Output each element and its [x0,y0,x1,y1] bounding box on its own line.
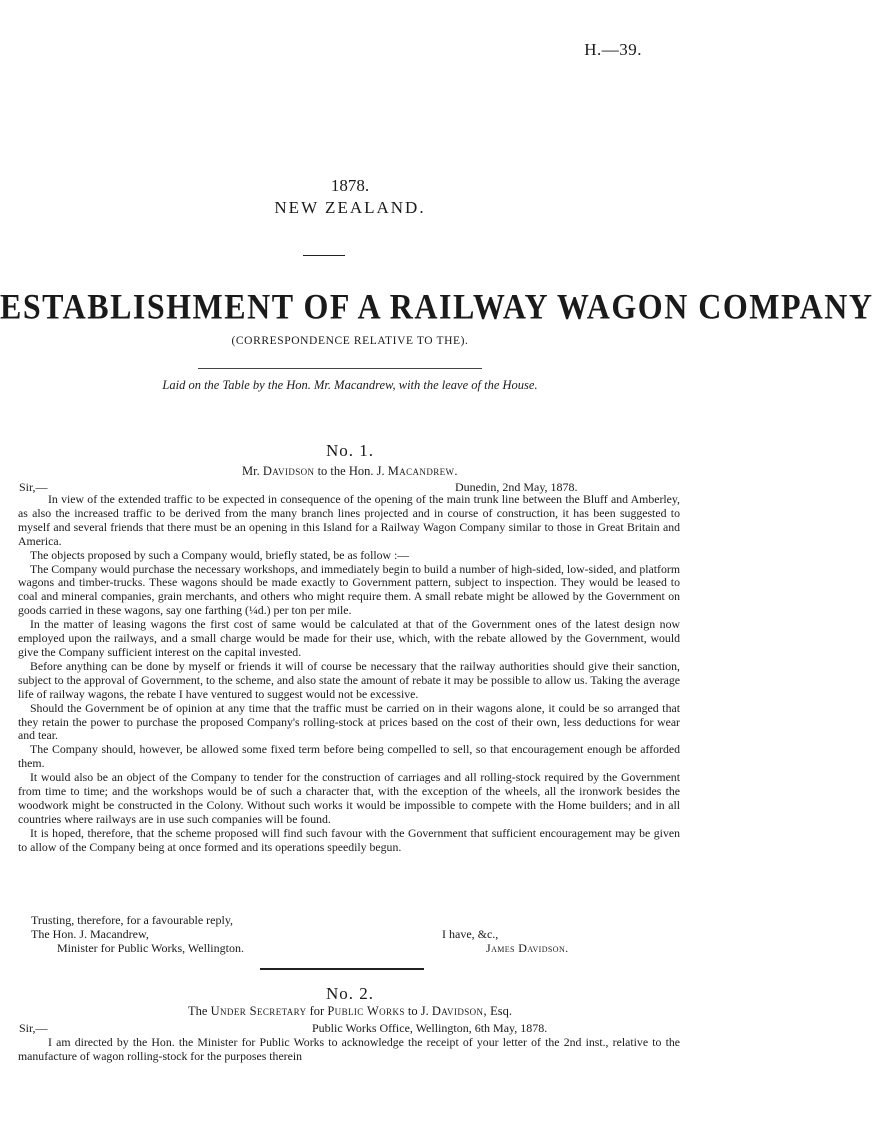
letter-2-recipient: Davidson, [431,1004,487,1018]
letter-1-place-date: Dunedin, 2nd May, 1878. [455,480,578,494]
letter-1-from-prefix: Mr. [242,464,260,478]
document-subtitle: (CORRESPONDENCE RELATIVE TO THE). [231,335,469,347]
letter-1-paragraph: In the matter of leasing wagons the first cost of same would be calculated at that of the Government ones of the latest design now employed upon the railways, and a small charge would be made for their use, which, with the rebate allowed by the Government, would give the Company sufficient interest on the capital invested. [18,617,680,659]
letter-1-paragraph: It would also be an object of the Company to tender for the construction of carriages and all rolling-stock required by the Government from time to time; and the workshops would be of such a character that, with the exception of the wheels, all the ironwork besides the woodwork might be constructed in the Colony. Without such works it would be impossible to compete with the Home builders; and in all countries where railways are in use such companies will be found. [18,770,680,826]
letter-1-paragraph: It is hoped, therefore, that the scheme proposed will find such favour with the Government that sufficient encouragement may be given to allow of the Company being at once formed and its operations speedily begun. [18,825,680,854]
letter-2-body [18,1036,680,1064]
letter-1-from-mid: to the Hon. J. [317,464,385,478]
document-title: ESTABLISHMENT OF A RAILWAY WAGON COMPANY [0,285,874,327]
letter-1-body [18,493,680,855]
letter-2-recipient-suffix: Esq. [490,1004,512,1018]
letter-2-sender-title: Under Secretary [210,1004,307,1018]
letter-1-addressee: The Hon. J. Macandrew, [31,927,149,941]
page-number: H.—39. [584,40,642,59]
letter-2-paragraph: I am directed by the Hon. the Minister for Public Works to acknowledge the receipt of your letter of the 2nd inst., relative to the manufacture of wagon rolling-stock for the purposes therein [18,1035,680,1063]
letter-1-number: No. 1. [325,441,375,460]
letter-2-heading [0,1004,700,1019]
letter-1-recipient: Macandrew. [387,464,458,478]
letter-1-paragraph: The objects proposed by such a Company would, briefly stated, be as follow :— [30,547,410,562]
document-country: NEW ZEALAND. [274,198,426,217]
letter-2-number: No. 2. [325,984,375,1003]
letter-1-signature: James Davidson. [486,941,569,955]
document-year: 1878. [330,176,370,195]
letter-1-closing: Trusting, therefore, for a favourable reply, [31,913,234,927]
letter-1-addressee-office: Minister for Public Works, Wellington. [57,941,244,955]
letter-1-sign-off: I have, &c., [442,927,499,941]
letter-1-paragraph: Should the Government be of opinion at any time that the traffic must be carried on in their wagons alone, it could be so arranged that they retain the power to purchase the proposed Company's rolling-stock at prices based on the cost of their own, less deductions for wear and tear. [18,700,680,743]
laid-on-table-note: Laid on the Table by the Hon. Mr. Macandrew, with the leave of the House. [162,378,538,392]
letter-divider [260,968,424,970]
letter-1-heading [0,464,700,479]
letter-2-salutation: Sir,— [19,1021,48,1035]
letter-1-paragraph: The Company would purchase the necessary workshops, and immediately begin to build a number of high-sided, low-sided, and platform wagons and timber-trucks. These wagons should be made exactly to Government pattern, subject to inspection. They would be leased to coal and mineral companies, grain merchants, and others who might require them. A small rebate might be allowed by the Government on goods carried in these wagons, say one farthing (¼d.) per ton per mile. [18,561,680,618]
letter-2-from-prefix: The [188,1004,208,1018]
letter-2-from-to: to J. [407,1004,429,1018]
title-divider [303,255,345,256]
letter-1-paragraph: The Company should, however, be allowed some fixed term before being compelled to sell, so that encouragement enough be afforded them. [18,742,680,771]
letter-2-sender-office: Public Works [327,1004,405,1018]
laid-note-rule [198,368,482,369]
letter-1-salutation: Sir,— [19,480,48,494]
letter-1-sender: Davidson [262,464,315,478]
letter-2-place-date: Public Works Office, Wellington, 6th May, 1878. [312,1021,548,1035]
letter-1-paragraph: In view of the extended traffic to be expected in consequence of the opening of the main trunk line between the Bluff and Amberley, as also the increased traffic to be derived from the many branch lines projected and in course of construction, it has been suggested to myself and several friends that there must be an opening in this Island for a Railway Wagon Company similar to those in Great Britain and America. [18,492,680,548]
letter-2-from-mid: for [309,1004,325,1018]
letter-1-paragraph: Before anything can be done by myself or friends it will of course be necessary that the railway authorities should give their sanction, subject to the approval of Government, to the scheme, and also state the amount of rebate it may be possible to allow us. Taking the average life of railway wagons, the rebate I have ventured to suggest would not be excessive. [18,658,680,701]
